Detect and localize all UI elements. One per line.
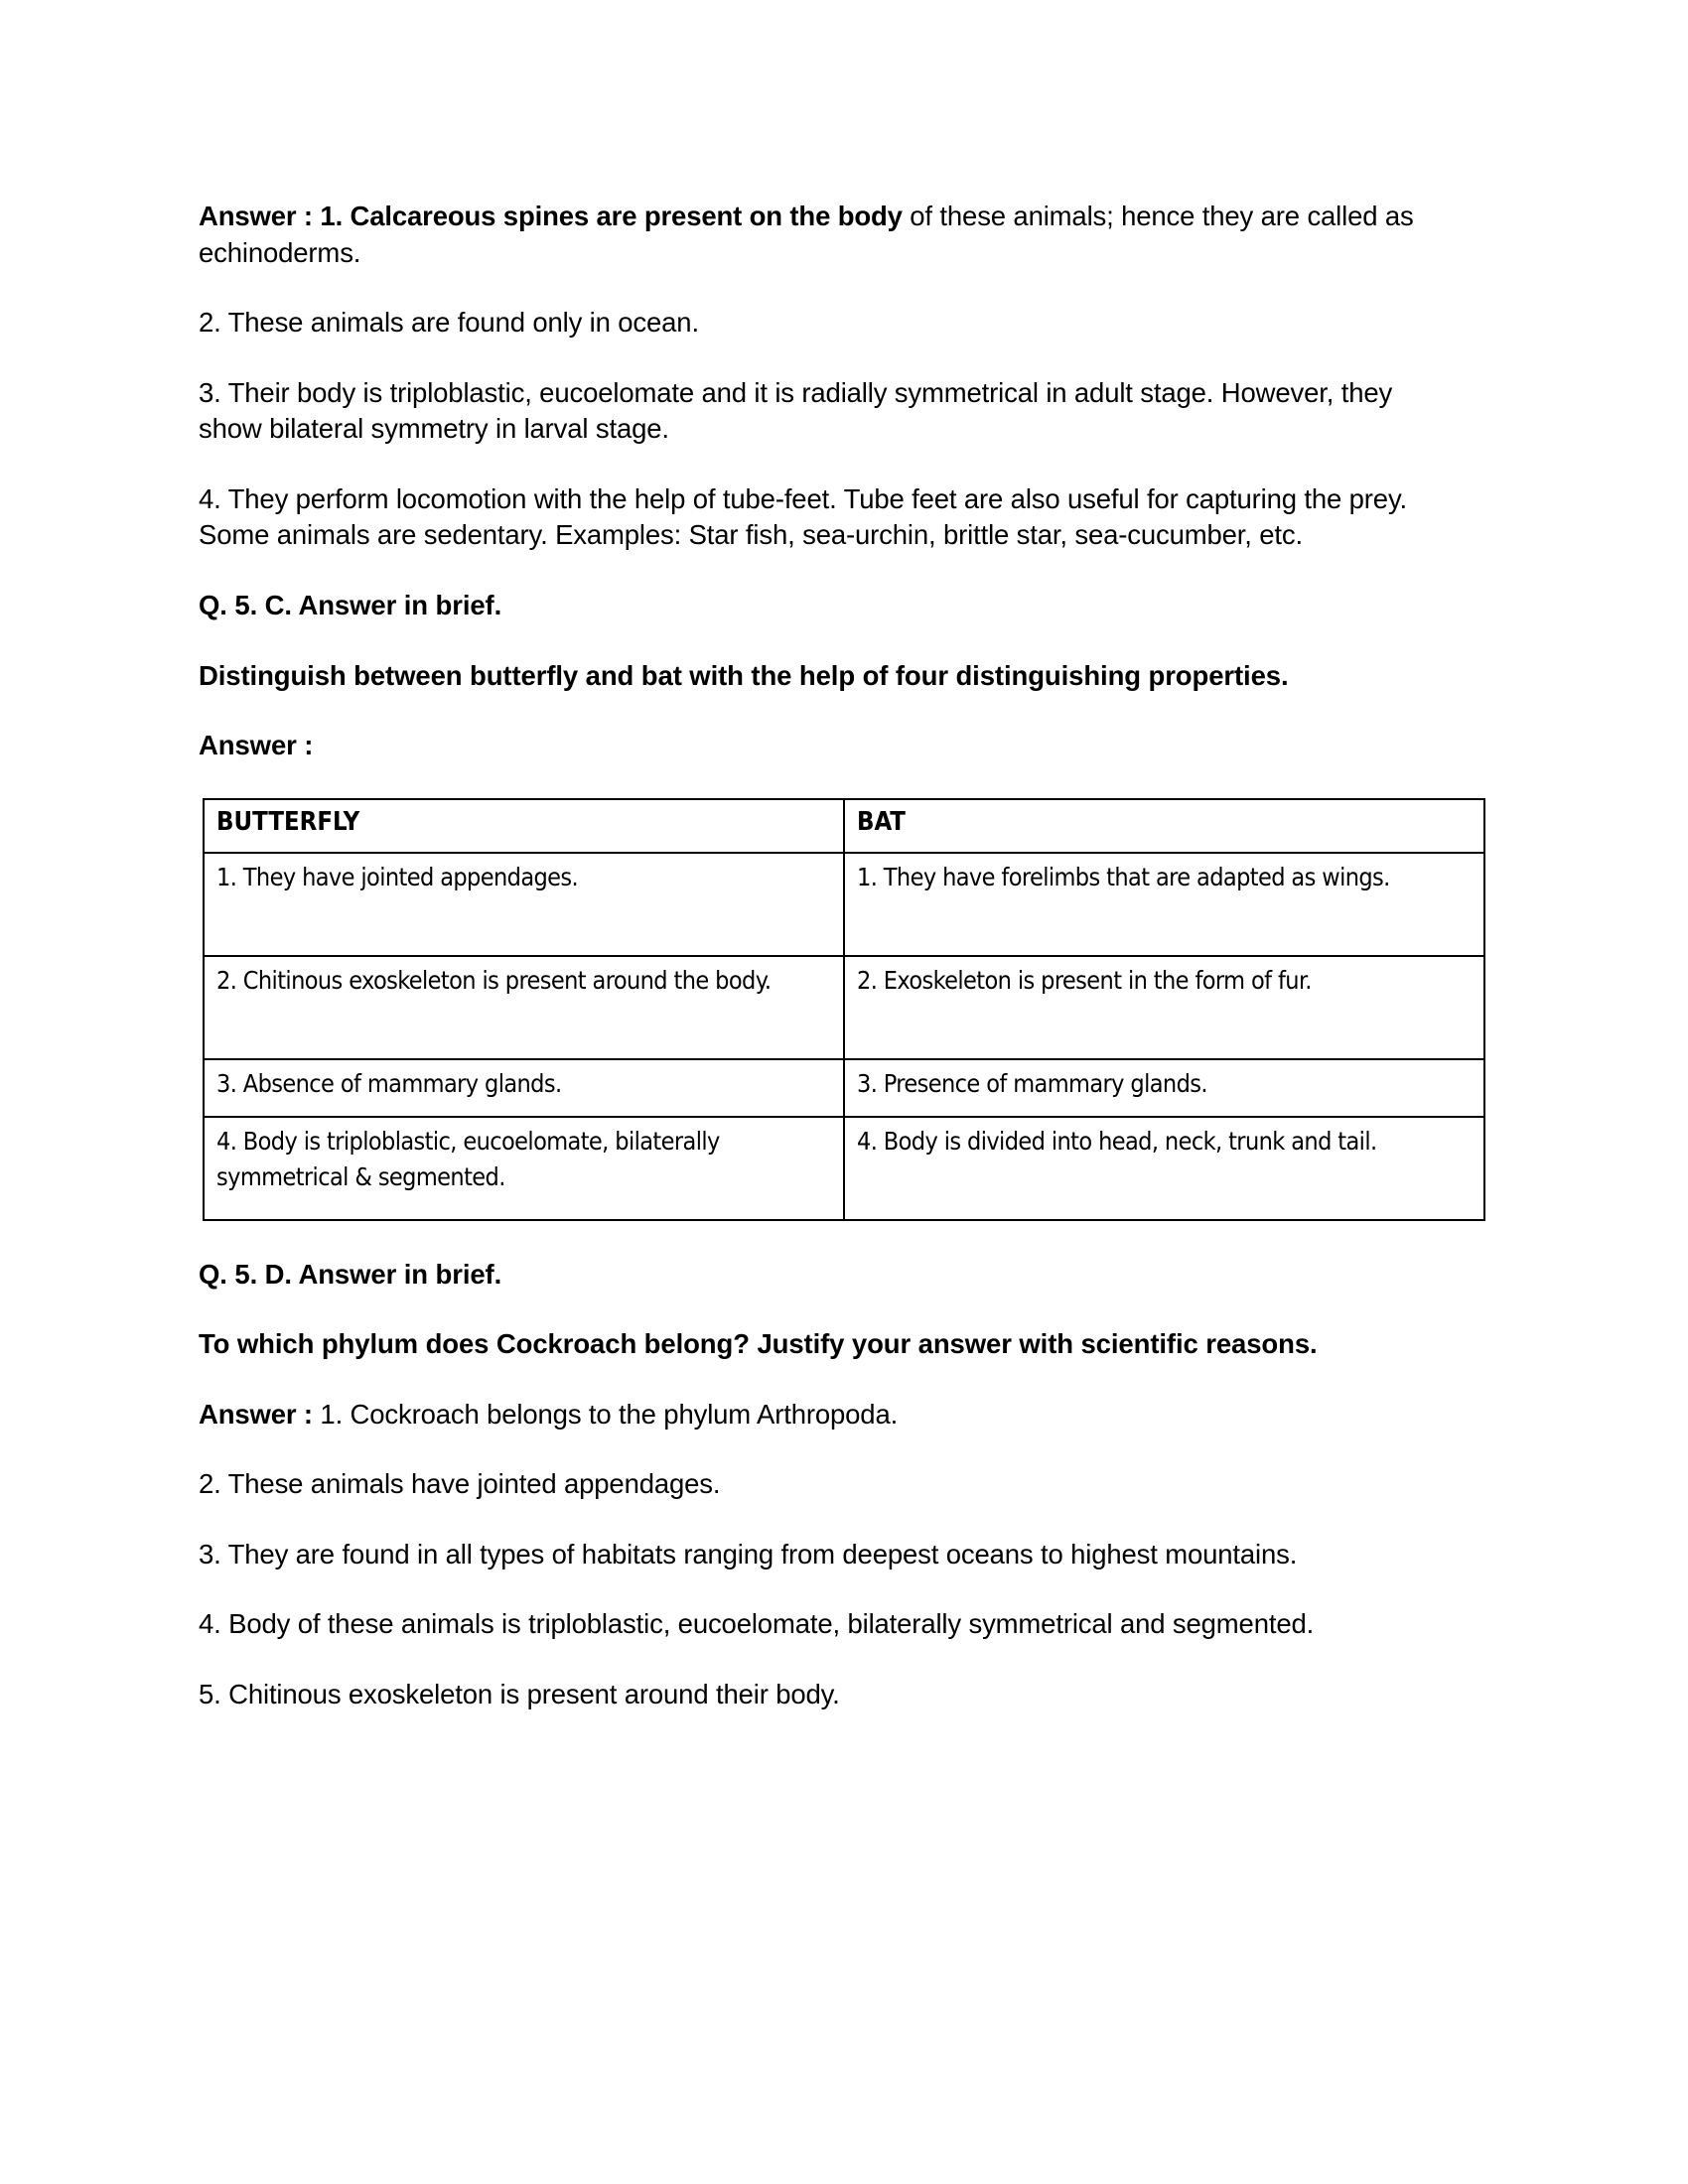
answer-body-cockroach-1: 1. Cockroach belongs to the phylum Arthropoda. (312, 1398, 899, 1430)
question-number-5c: Q. 5. C. Answer in brief. (199, 589, 502, 620)
paragraph-answer-cockroach-5: 5. Chitinous exoskeleton is present around their body. (199, 1679, 840, 1709)
paragraph-answer-echinodermata-4: 4. They perform locomotion with the help of tube-feet. Tube feet are also useful for capturing the prey. Some animals are sedentary. Examples: Star fish, sea-urchin, brittle star, sea-cucumber, etc. (199, 482, 1407, 551)
table-header-row (204, 799, 1484, 853)
table-header-butterfly: BUTTERFLY (204, 799, 844, 853)
table-header-bat: BAT (844, 799, 1484, 853)
answer-label-5c: Answer : (199, 730, 314, 761)
table-cell-bat-3: 3. Presence of mammary glands. (844, 1059, 1484, 1117)
table-row (204, 956, 1484, 1059)
paragraph-answer-echinodermata-2: 2. These animals are found only in ocean. (199, 307, 699, 339)
table-cell-butterfly-3: 3. Absence of mammary glands. (204, 1059, 844, 1117)
paragraph-answer-echinodermata-3: 3. Their body is triploblastic, eucoelomate and it is radially symmetrical in adult stage. However, they show bilateral symmetry in larval stage. (199, 376, 1393, 445)
paragraph-answer-cockroach-4: 4. Body of these animals is triploblastic, eucoelomate, bilaterally symmetrical and segmented. (199, 1608, 1315, 1640)
answer-body-text: of these animals; hence they are called as echinoderms. (199, 201, 1414, 268)
question-text-5c: Distinguish between butterfly and bat with the help of four distinguishing properties. (199, 659, 1289, 691)
answer-label-bold-5d: Answer : (199, 1398, 313, 1430)
table-cell-bat-2: 2. Exoskeleton is present in the form of fur. (844, 956, 1484, 1059)
paragraph-answer-cockroach-1 (199, 1397, 1450, 1433)
table-cell-butterfly-4: 4. Body is triploblastic, eucoelomate, bilaterally symmetrical & segmented. (204, 1117, 844, 1220)
table-row (204, 853, 1484, 956)
table-cell-butterfly-1: 1. They have jointed appendages. (204, 853, 844, 956)
paragraph-answer-echinodermata-1 (199, 199, 1450, 271)
table-cell-bat-4: 4. Body is divided into head, neck, trunk and tail. (844, 1117, 1484, 1220)
answer-label-bold: Answer : 1. Calcareous spines are present on the body (199, 201, 903, 231)
table-cell-butterfly-2: 2. Chitinous exoskeleton is present around the body. (204, 956, 844, 1059)
table-row (204, 1059, 1484, 1117)
question-number-5d: Q. 5. D. Answer in brief. (199, 1258, 502, 1290)
question-text-5d: To which phylum does Cockroach belong? Justify your answer with scientific reasons. (199, 1328, 1318, 1360)
document-content (199, 199, 1450, 1713)
table-cell-bat-1: 1. They have forelimbs that are adapted as wings. (844, 853, 1484, 956)
butterfly-bat-comparison-table (203, 798, 1485, 1221)
butterfly-bat-comparison-table-wrapper (203, 798, 1483, 1221)
table-row (204, 1117, 1484, 1220)
paragraph-answer-cockroach-3: 3. They are found in all types of habitats ranging from deepest oceans to highest mountains. (199, 1538, 1298, 1570)
paragraph-answer-cockroach-2: 2. These animals have jointed appendages. (199, 1468, 721, 1500)
